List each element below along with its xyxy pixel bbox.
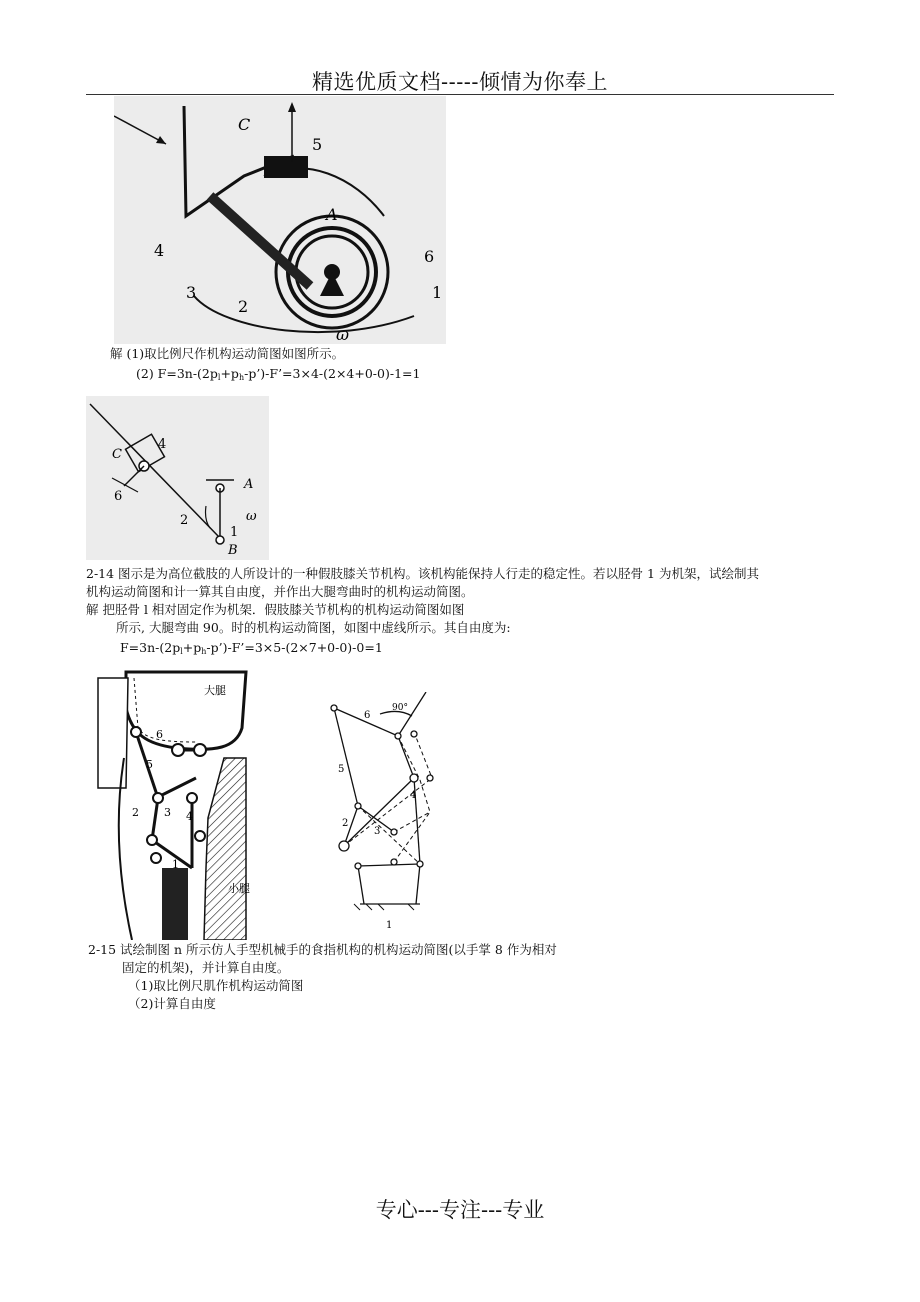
problem14-line1: 2-14 图示是为高位截肢的人所设计的一种假肢膝关节机构。该机构能保持人行走的稳定性。若以胫骨 1 为机架，试绘制其: [86, 566, 759, 581]
figure-prosthetic-knee: [96, 668, 256, 940]
label-2: 2: [180, 513, 189, 528]
label-omega: ω: [246, 509, 257, 524]
label-4: 4: [410, 790, 417, 801]
label-3: 3: [164, 806, 171, 819]
solution1-line2: (2) $F=3n-(2p_l+p_h-p’)-F’=3\times 4-(2\times 4+0-0)-1=1$: [136, 366, 421, 382]
problem15-line4: （2)计算自由度: [128, 996, 216, 1011]
label-5: 5: [338, 764, 345, 775]
label-shank: 小腿: [228, 882, 250, 895]
label-c: C: [112, 447, 122, 462]
label-3: 3: [374, 826, 381, 837]
problem14-formula: $F=3n-(2p_l+p_h-p’)-F’=3\times 5-(2\times 7+0-0)-0=1$: [120, 640, 383, 656]
page-header-title: 精选优质文档-----倾情为你奉上: [312, 70, 608, 94]
label-1: 1: [230, 525, 239, 540]
problem15-line1: 2-15 试绘制图 n 所示仿人手型机械手的食指机构的机构运动简图(以手掌 8 作为相对: [88, 942, 557, 957]
label-1: 1: [432, 283, 443, 302]
figure-pump-mechanism: [114, 96, 446, 344]
label-thigh: 大腿: [204, 684, 226, 697]
header-divider: [86, 94, 834, 95]
label-6: 6: [156, 728, 163, 741]
label-5: 5: [312, 135, 323, 154]
label-3: 3: [186, 283, 197, 302]
problem15-line2: 固定的机架)，并计算自由度。: [122, 960, 290, 975]
label-4: 4: [154, 241, 165, 260]
label-c: C: [238, 115, 251, 134]
label-a: A: [326, 205, 338, 224]
label-angle: 90°: [392, 703, 408, 713]
problem14-line2: 机构运动简图和计一算其自由度，并作出大腿弯曲时的机构运动简图。: [86, 584, 474, 599]
figure-knee-kinematic-diagram: [320, 692, 444, 932]
label-6: 6: [114, 489, 123, 504]
label-2: 2: [132, 806, 139, 819]
figure-kinematic-sketch-1: [86, 396, 269, 560]
problem14-line4: 所示, 大腿弯曲 90。时的机构运动简图，如图中虚线所示。其自由度为:: [116, 620, 511, 635]
page-footer-text: 专心---专注---专业: [375, 1198, 545, 1222]
label-4: 4: [186, 810, 193, 823]
label-2: 2: [342, 818, 349, 829]
label-a: A: [244, 477, 254, 492]
label-6: 6: [364, 710, 371, 721]
label-1: 1: [172, 858, 179, 871]
solution1-line1: 解 (1)取比例尺作机构运动简图如图所示。: [110, 346, 345, 361]
label-b: B: [228, 543, 238, 558]
label-5: 5: [146, 758, 153, 771]
problem15-line3: （1)取比例尺肌作机构运动简图: [128, 978, 304, 993]
label-1: 1: [386, 920, 393, 931]
problem14-line3: 解 把胫骨 l 相对固定作为机架．假肢膝关节机构的机构运动简图如图: [86, 602, 465, 617]
label-2: 2: [238, 297, 249, 316]
label-omega: ω: [336, 325, 350, 344]
label-4: 4: [158, 437, 167, 452]
label-6: 6: [424, 247, 435, 266]
